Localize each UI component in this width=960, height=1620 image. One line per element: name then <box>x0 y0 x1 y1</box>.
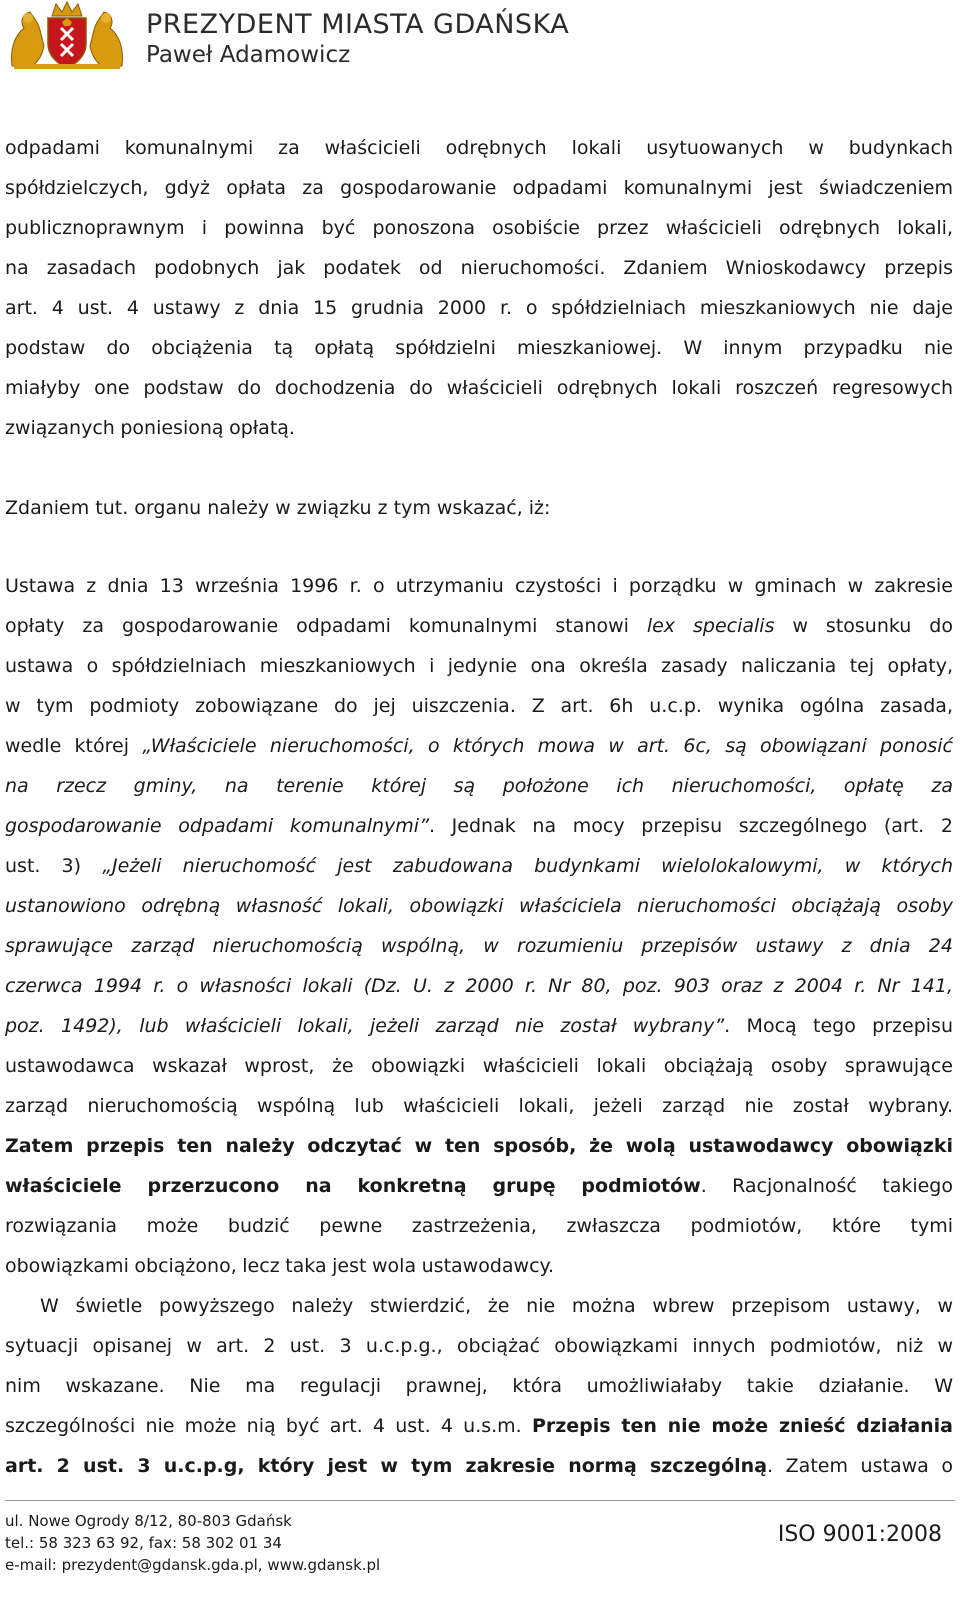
text-line: rozwiązania może budzić pewne zastrzeżenia, zwłaszcza podmiotów, które tymi <box>5 1215 953 1237</box>
text-line: art. 4 ust. 4 ustawy z dnia 15 grudnia 2000 r. o spółdzielniach mieszkaniowych nie daje <box>5 297 953 319</box>
document-body <box>5 128 953 1486</box>
text-span: . Zatem ustawa o <box>767 1455 953 1477</box>
text-line <box>5 846 953 886</box>
text-span: wedle której <box>5 735 143 757</box>
letterhead-title: PREZYDENT MIASTA GDAŃSKA <box>146 9 570 40</box>
bold-span: art. 2 ust. 3 u.c.p.g, który jest w tym zakresie normą szczególną <box>5 1455 768 1477</box>
text-line <box>5 726 953 766</box>
quote-span: sprawujące zarząd nieruchomością wspólną, w rozumieniu przepisów ustawy z dnia 24 <box>5 935 953 957</box>
text-line: związanych poniesioną opłatą. <box>5 417 295 439</box>
text-line <box>5 1166 953 1206</box>
text-span: . Jednak na mocy przepisu szczególnego (art. 2 <box>428 815 953 837</box>
text-line <box>5 886 953 926</box>
text-line <box>5 1406 953 1446</box>
text-line <box>5 966 953 1006</box>
text-line: miałyby one podstaw do dochodzenia do właścicieli odrębnych lokali roszczeń regresowych <box>5 377 953 399</box>
quote-span: „Właściciele nieruchomości, o których mowa w art. 6c, są obowiązani ponosić <box>142 735 954 757</box>
text-line <box>5 1126 953 1166</box>
text-line: odpadami komunalnymi za właścicieli odrębnych lokali usytuowanych w budynkach <box>5 137 953 159</box>
lex-specialis-term: lex specialis <box>646 615 775 637</box>
page-footer <box>0 1500 960 1620</box>
text-line: W świetle powyższego należy stwierdzić, że nie można wbrew przepisom ustawy, w <box>40 1295 953 1317</box>
footer-address: ul. Nowe Ogrody 8/12, 80-803 Gdańsk <box>5 1512 292 1530</box>
text-line: nim wskazane. Nie ma regulacji prawnej, która umożliwiałaby takie działanie. W <box>5 1375 953 1397</box>
text-line <box>5 766 953 806</box>
text-line: sytuacji opisanej w art. 2 ust. 3 u.c.p.g., obciążać obowiązkami innych podmiotów, niż w <box>5 1335 953 1357</box>
text-line <box>5 806 953 846</box>
bold-span: Zatem przepis ten należy odczytać w ten sposób, że wolą ustawodawcy obowiązki <box>5 1135 953 1157</box>
paragraph-2: Zdaniem tut. organu należy w związku z tym wskazać, iż: <box>5 497 551 519</box>
text-line <box>5 1446 953 1486</box>
text-line <box>5 606 953 646</box>
text-line <box>5 1006 953 1046</box>
paragraph-4 <box>5 1286 953 1486</box>
footer-divider <box>5 1500 955 1501</box>
quote-span: czerwca 1994 r. o własności lokali (Dz. U. z 2000 r. Nr 80, poz. 903 oraz z 2004 r. Nr 141, <box>5 975 953 997</box>
text-span: opłaty za gospodarowanie odpadami komunalnymi stanowi <box>5 615 647 637</box>
text-span: . Mocą tego przepisu <box>724 1015 953 1037</box>
bold-span: Przepis ten nie może znieść działania <box>531 1415 953 1437</box>
text-line: podstaw do obciążenia tą opłatą spółdzielni mieszkaniowej. W innym przypadku nie <box>5 337 953 359</box>
text-line: publicznoprawnym i powinna być ponoszona osobiście przez właścicieli odrębnych lokali, <box>5 217 953 239</box>
text-span: . Racjonalność takiego <box>700 1175 953 1197</box>
text-line: zarząd nieruchomością wspólną lub właścicieli lokali, jeżeli zarząd nie został wybrany. <box>5 1095 953 1117</box>
quote-span: ustanowiono odrębną własność lokali, obowiązki właściciela nieruchomości obciążają osoby <box>5 895 953 917</box>
footer-email-web: e-mail: prezydent@gdansk.gda.pl, www.gdansk.pl <box>5 1556 381 1574</box>
text-line: spółdzielczych, gdyż opłata za gospodarowanie odpadami komunalnymi jest świadczeniem <box>5 177 953 199</box>
gdansk-coat-of-arms-icon <box>4 0 130 70</box>
text-span: szczególności nie może nią być art. 4 ust. 4 u.s.m. <box>5 1415 532 1437</box>
text-line: ustawodawca wskazał wprost, że obowiązki właścicieli lokali obciążają osoby sprawujące <box>5 1055 953 1077</box>
paragraph-3 <box>5 566 953 1286</box>
letterhead <box>0 0 960 80</box>
footer-phone: tel.: 58 323 63 92, fax: 58 302 01 34 <box>5 1534 282 1552</box>
iso-certification: ISO 9001:2008 <box>777 1522 942 1547</box>
letterhead-subtitle: Paweł Adamowicz <box>146 42 351 68</box>
bold-span: właściciele przerzucono na konkretną grupę podmiotów <box>5 1175 701 1197</box>
quote-span: poz. 1492), lub właścicieli lokali, jeżeli zarząd nie został wybrany” <box>5 1015 725 1037</box>
quote-span: „Jeżeli nieruchomość jest zabudowana budynkami wielolokalowymi, w których <box>102 855 953 877</box>
text-line: na zasadach podobnych jak podatek od nieruchomości. Zdaniem Wnioskodawcy przepis <box>5 257 953 279</box>
text-line: Ustawa z dnia 13 września 1996 r. o utrzymaniu czystości i porządku w gminach w zakresie <box>5 575 953 597</box>
text-line <box>5 926 953 966</box>
letterhead-text <box>146 10 569 70</box>
footer-contact <box>5 1510 380 1576</box>
quote-span: na rzecz gminy, na terenie której są położone ich nieruchomości, opłatę za <box>5 775 953 797</box>
text-line: ustawa o spółdzielniach mieszkaniowych i jedynie ona określa zasady naliczania tej opłaty, <box>5 655 953 677</box>
quote-span: gospodarowanie odpadami komunalnymi” <box>5 815 429 837</box>
paragraph-1 <box>5 128 953 448</box>
text-span: ust. 3) <box>5 855 103 877</box>
text-span: w stosunku do <box>774 615 953 637</box>
text-line: obowiązkami obciążono, lecz taka jest wola ustawodawcy. <box>5 1255 555 1277</box>
text-line: w tym podmioty zobowiązane do jej uiszczenia. Z art. 6h u.c.p. wynika ogólna zasada, <box>5 695 953 717</box>
